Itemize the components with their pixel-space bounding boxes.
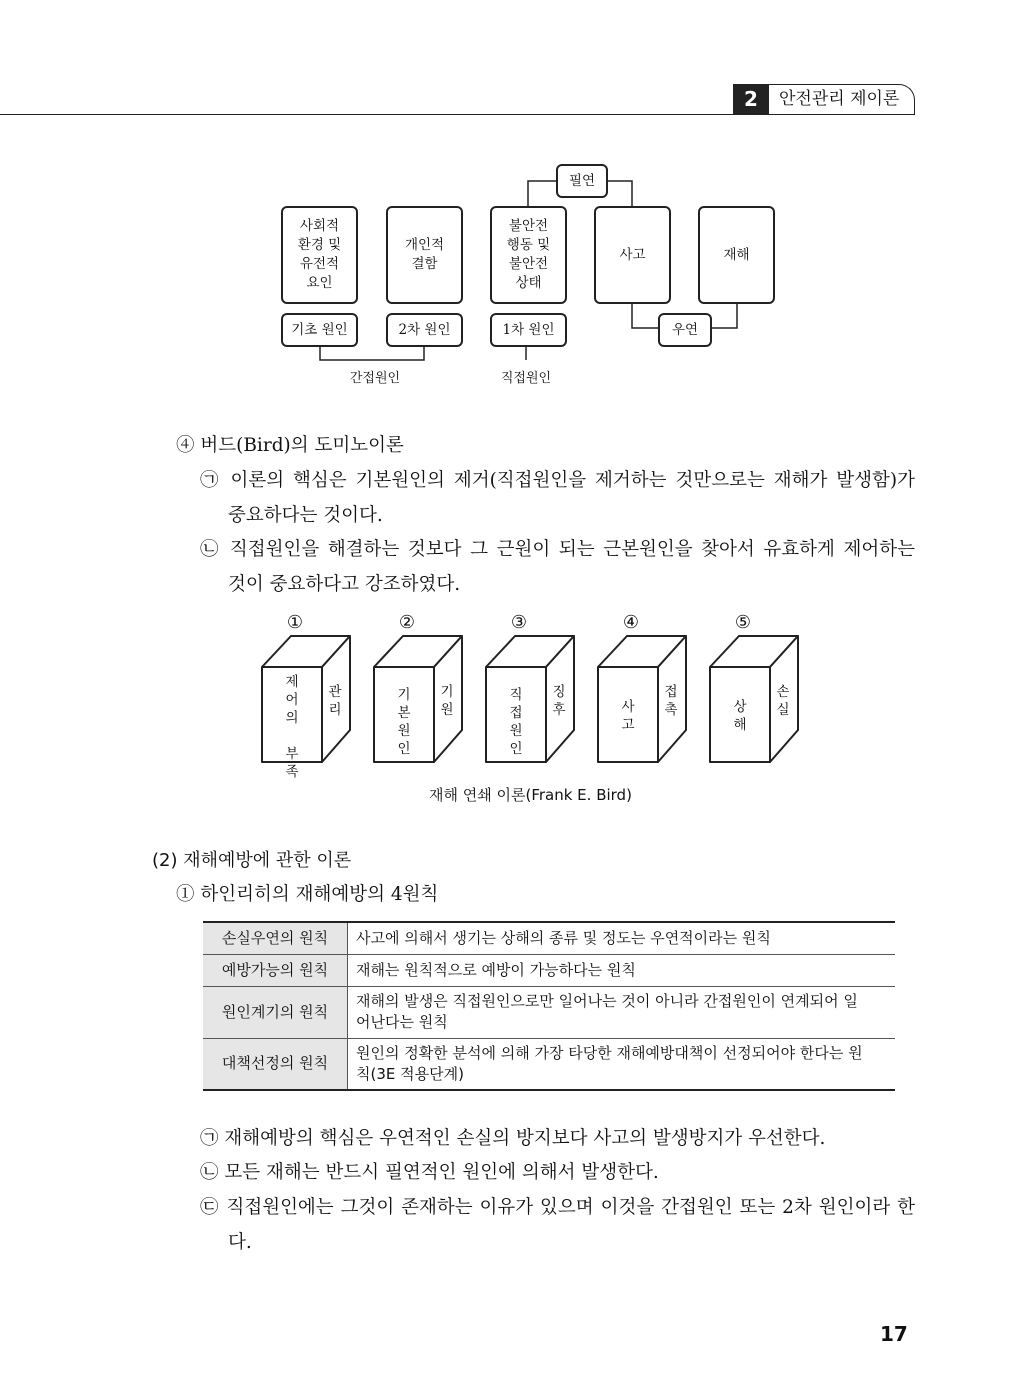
principle-name: 예방가능의 원칙: [203, 954, 348, 986]
domino-caption: 재해 연쇄 이론(Frank E. Bird): [429, 786, 632, 804]
diagram1-chance-box: 우연: [658, 313, 712, 347]
domino-front-3: 직 접 원 인: [509, 687, 523, 757]
principle-desc: 재해의 발생은 직접원인으로만 일어나는 것이 아니라 간접원인이 연계되어 일어난다는 원칙: [348, 986, 896, 1038]
section2-subheading: ① 하인리히의 재해예방의 4원칙: [176, 884, 439, 905]
domino-num-2: ②: [398, 612, 416, 633]
domino-num-5: ⑤: [734, 612, 752, 633]
bird-item2-line1: ㉡ 직접원인을 해결하는 것보다 그 근원이 되는 근본원인을 찾아서 유효하게 제어하는: [200, 539, 915, 560]
chapter-title: 안전관리 제이론: [779, 89, 900, 109]
diagram1-indirect-label: 간접원인: [349, 371, 401, 386]
table-row: [203, 986, 895, 1038]
chapter-number: 2: [733, 84, 769, 114]
bird-item1-line2: 중요하다는 것이다.: [228, 505, 383, 526]
domino-front-4: 사 고: [621, 699, 635, 733]
page-number: 17: [880, 1322, 908, 1346]
diagram1-box-injury: 재해: [698, 206, 775, 304]
principle-desc: 사고에 의해서 생기는 상해의 종류 및 정도는 우연적이라는 원칙: [348, 922, 896, 954]
principle-desc: 원인의 정확한 분석에 의해 가장 타당한 재해예방대책이 선정되어야 한다는 원칙(3E 적용단계): [348, 1038, 896, 1090]
prevention-point-1: ㉠ 재해예방의 핵심은 우연적인 손실의 방지보다 사고의 발생방지가 우선한다.: [200, 1128, 826, 1149]
table-row: [203, 922, 895, 954]
domino-front-5: 상 해: [733, 699, 747, 733]
domino-side-2: 기 원: [440, 684, 454, 718]
domino-side-1: 관 리: [328, 684, 342, 718]
diagram1-box-accident: 사고: [594, 206, 671, 304]
bird-item1-line1: ㉠ 이론의 핵심은 기본원인의 제거(직접원인을 제거하는 것만으로는 재해가 발생함)가: [200, 470, 915, 491]
section2-heading: (2) 재해예방에 관한 이론: [152, 850, 352, 871]
bird-item2-line2: 것이 중요하다고 강조하였다.: [228, 574, 461, 595]
diagram1-box-social-environment: 사회적 환경 및 유전적 요인: [281, 206, 358, 304]
domino-front-2: 기 본 원 인: [397, 687, 411, 757]
heinrich-principles-table: [203, 921, 895, 1091]
diagram1-direct-label: 직접원인: [500, 371, 552, 386]
diagram1-basic-cause: 기초 원인: [281, 313, 358, 347]
domino-side-3: 징 후: [552, 684, 566, 718]
prevention-point-3-cont: 다.: [228, 1232, 252, 1253]
principle-name: 대책선정의 원칙: [203, 1038, 348, 1090]
principle-name: 원인계기의 원칙: [203, 986, 348, 1038]
diagram1-necessity-box: 필연: [556, 164, 608, 198]
diagram1-box-unsafe-act: 불안전 행동 및 불안전 상태: [490, 206, 567, 304]
domino-num-1: ①: [286, 612, 304, 633]
domino-num-3: ③: [510, 612, 528, 633]
table-row: [203, 954, 895, 986]
diagram1-box-personal-defect: 개인적 결함: [386, 206, 463, 304]
table-row: [203, 1038, 895, 1090]
domino-num-4: ④: [622, 612, 640, 633]
diagram1-secondary-cause: 2차 원인: [386, 313, 463, 347]
diagram1-primary-cause: 1차 원인: [490, 313, 567, 347]
principle-name: 손실우연의 원칙: [203, 922, 348, 954]
domino-side-4: 접 촉: [664, 684, 678, 718]
prevention-point-3: ㉢ 직접원인에는 그것이 존재하는 이유가 있으며 이것을 간접원인 또는 2차 원인이라 한: [200, 1197, 915, 1218]
bird-heading: ④ 버드(Bird)의 도미노이론: [176, 435, 404, 456]
domino-side-5: 손 실: [776, 684, 790, 718]
prevention-point-2: ㉡ 모든 재해는 반드시 필연적인 원인에 의해서 발생한다.: [200, 1162, 659, 1183]
domino-front-1: 제 어 의 부 족: [285, 674, 299, 780]
principle-desc: 재해는 원칙적으로 예방이 가능하다는 원칙: [348, 954, 896, 986]
